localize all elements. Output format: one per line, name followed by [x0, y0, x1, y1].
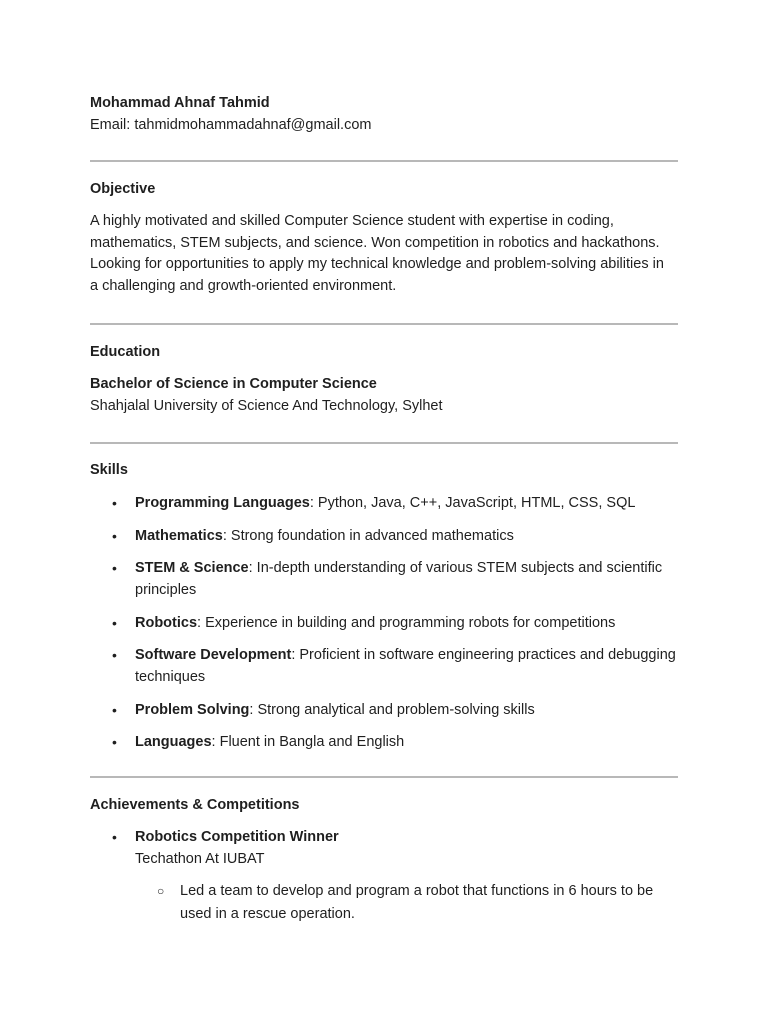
email-line: Email: tahmidmohammadahnaf@gmail.com: [90, 117, 372, 133]
skill-item: [90, 731, 690, 753]
bullet-icon: •: [112, 647, 117, 663]
skill-text: : Strong analytical and problem-solving skills: [249, 701, 535, 718]
bullet-icon: •: [112, 527, 117, 544]
objective-section: [90, 178, 680, 200]
objective-text: [90, 211, 690, 298]
section-divider: [90, 776, 678, 778]
section-divider: [90, 323, 678, 325]
achievement-item: [90, 826, 690, 870]
degree: Bachelor of Science in Computer Science: [90, 376, 377, 392]
achievement-title: Robotics Competition Winner: [135, 829, 339, 845]
skill-item: [90, 525, 690, 547]
detail-line: Led a team to develop and program a robot that functions in 6 hours to be: [180, 883, 654, 899]
resume-header: [90, 92, 680, 136]
skill-item: [90, 644, 690, 688]
education-section: [90, 341, 680, 363]
bullet-icon: •: [112, 560, 117, 576]
skill-text: : Strong foundation in advanced mathematics: [222, 527, 514, 544]
bullet-icon: •: [112, 495, 117, 511]
bullet-icon: •: [112, 829, 117, 845]
skill-text: : In-depth understanding of various STEM subjects and scientific: [248, 560, 663, 576]
skill-text-continued: principles: [135, 582, 197, 598]
candidate-name: Mohammad Ahnaf Tahmid: [90, 95, 270, 111]
education-title: Education: [90, 344, 161, 360]
achievements-section: [90, 794, 680, 816]
skill-text: : Python, Java, C++, JavaScript, HTML, CSS, SQL: [309, 495, 636, 511]
section-divider: [90, 160, 678, 162]
skill-text: : Fluent in Bangla and English: [211, 734, 405, 750]
bullet-icon: •: [112, 614, 117, 631]
skill-label: Programming Languages: [135, 495, 310, 511]
skill-text: : Proficient in software engineering practices and debugging: [291, 647, 676, 663]
achievement-subtitle: Techathon At IUBAT: [135, 851, 265, 867]
objective-line: a challenging and growth-oriented environment.: [90, 278, 397, 295]
institution: Shahjalal University of Science And Technology, Sylhet: [90, 398, 443, 414]
skill-item: [90, 557, 690, 601]
objective-line: mathematics, STEM subjects, and science. Won competition in robotics and hackathons.: [90, 234, 660, 251]
achievement-detail-item: [90, 880, 690, 925]
skills-list-wrapper: [90, 492, 690, 764]
skill-item: [90, 699, 690, 721]
education-entry: [90, 373, 680, 417]
skills-list: [90, 492, 690, 753]
skills-section: [90, 459, 680, 481]
skill-item: [90, 492, 690, 514]
bullet-icon: •: [112, 734, 117, 750]
objective-title: Objective: [90, 181, 156, 197]
objective-line: A highly motivated and skilled Computer Science student with expertise in coding,: [90, 213, 614, 229]
skill-item: [90, 612, 690, 634]
objective-line: Looking for opportunities to apply my technical knowledge and problem-solving abilities in: [90, 256, 664, 273]
skill-text: : Experience in building and programming robots for competitions: [197, 614, 616, 631]
achievement-entry: [90, 826, 690, 870]
bullet-icon: •: [112, 701, 117, 718]
circle-bullet-icon: ○: [157, 884, 165, 898]
skill-label: Robotics: [135, 614, 198, 631]
achievements-title: Achievements & Competitions: [90, 797, 300, 813]
skill-label: Languages: [135, 734, 212, 750]
skills-title: Skills: [90, 462, 128, 478]
skill-label: Problem Solving: [135, 701, 250, 718]
detail-line: used in a rescue operation.: [180, 905, 355, 922]
achievement-detail: [90, 880, 690, 925]
skill-label: Mathematics: [135, 527, 223, 544]
skill-text-continued: techniques: [135, 669, 206, 685]
section-divider: [90, 442, 678, 444]
skill-label: Software Development: [135, 647, 292, 663]
skill-label: STEM & Science: [135, 560, 249, 576]
achievements-list: [90, 826, 690, 870]
